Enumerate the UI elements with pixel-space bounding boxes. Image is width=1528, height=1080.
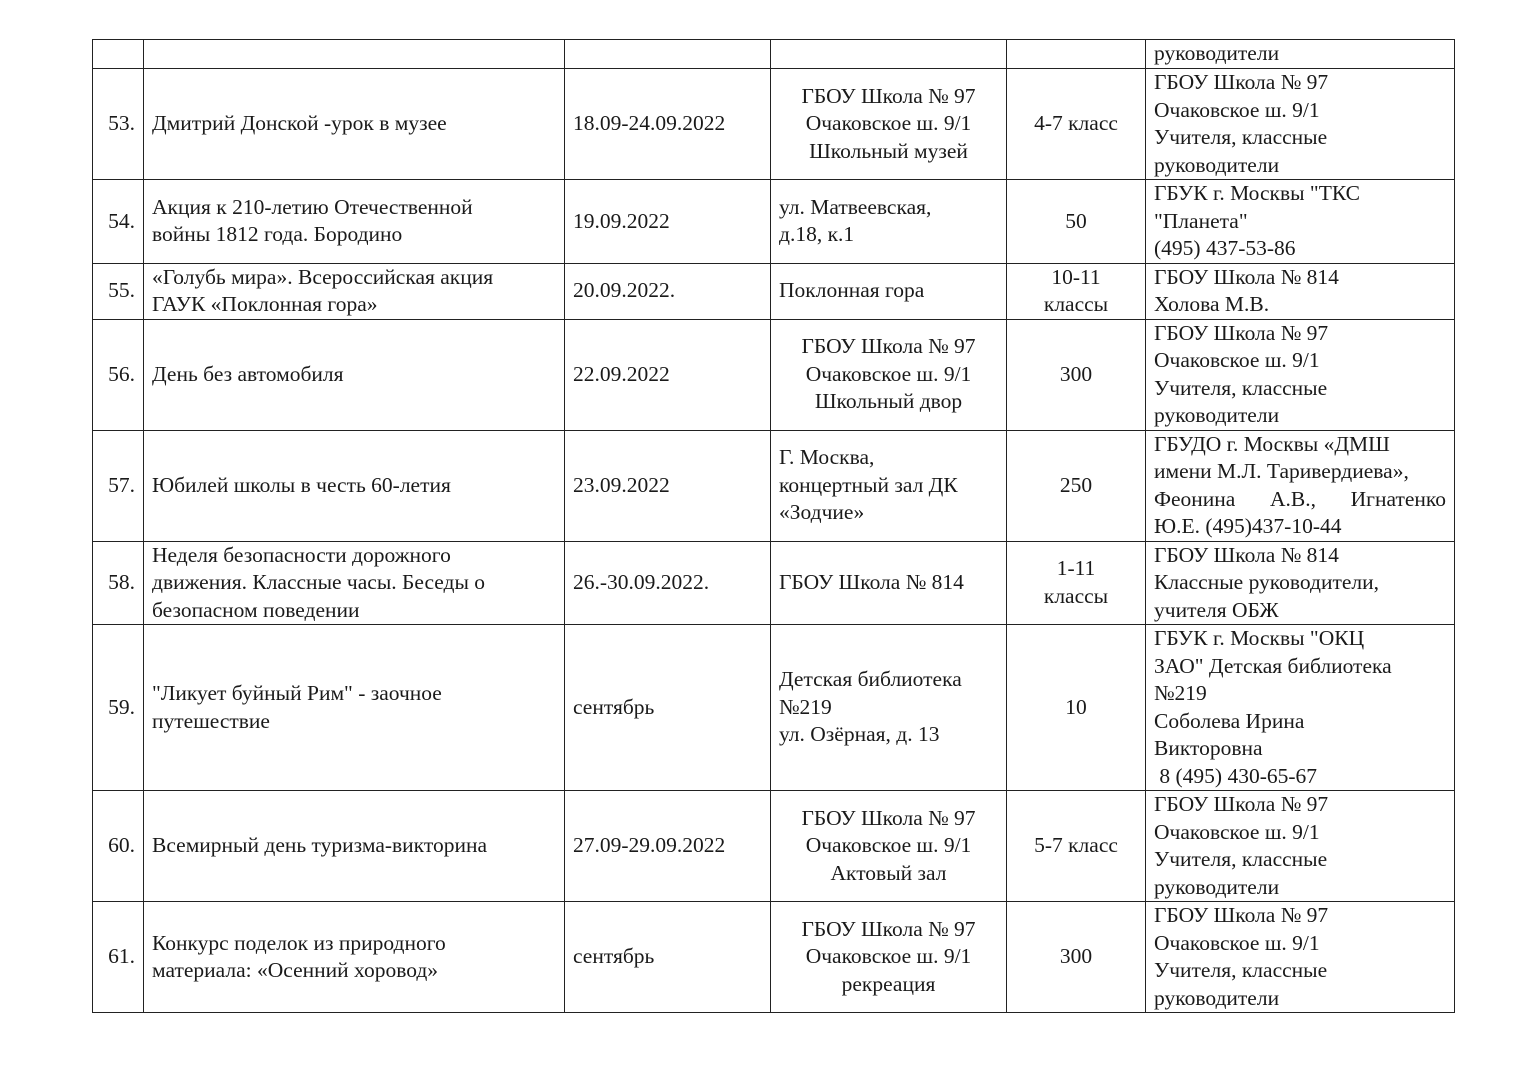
event-responsible: ГБОУ Школа № 97 Очаковское ш. 9/1 Учителя, классные руководители [1146, 791, 1455, 902]
event-date: сентябрь [565, 625, 771, 791]
event-place: ГБОУ Школа № 814 [771, 541, 1007, 625]
event-participants: 4-7 класс [1007, 69, 1146, 180]
event-participants: 10 [1007, 625, 1146, 791]
event-responsible: ГБУК г. Москвы "ТКС "Планета" (495) 437-53-86 [1146, 180, 1455, 264]
table-row [93, 625, 1455, 791]
row-number: 56. [93, 319, 144, 430]
row-number: 60. [93, 791, 144, 902]
event-date: 20.09.2022. [565, 263, 771, 319]
num-cell [93, 40, 144, 69]
event-responsible: ГБОУ Школа № 814 Классные руководители, учителя ОБЖ [1146, 541, 1455, 625]
event-name: Акция к 210-летию Отечественной войны 1812 года. Бородино [144, 180, 565, 264]
row-number: 61. [93, 902, 144, 1013]
table-row [93, 430, 1455, 541]
event-date: 23.09.2022 [565, 430, 771, 541]
event-place: ГБОУ Школа № 97 Очаковское ш. 9/1 Школьный музей [771, 69, 1007, 180]
table-row [93, 69, 1455, 180]
event-participants: 250 [1007, 430, 1146, 541]
event-responsible: ГБОУ Школа № 814 Холова М.В. [1146, 263, 1455, 319]
event-name: «Голубь мира». Всероссийская акция ГАУК «Поклонная гора» [144, 263, 565, 319]
name-cell [144, 40, 565, 69]
event-participants: 10-11 классы [1007, 263, 1146, 319]
event-responsible: ГБОУ Школа № 97 Очаковское ш. 9/1 Учителя, классные руководители [1146, 319, 1455, 430]
table-row [93, 263, 1455, 319]
date-cell [565, 40, 771, 69]
row-number: 55. [93, 263, 144, 319]
table-row [93, 180, 1455, 264]
event-name: "Ликует буйный Рим" - заочное путешествие [144, 625, 565, 791]
event-date: 19.09.2022 [565, 180, 771, 264]
event-date: 26.-30.09.2022. [565, 541, 771, 625]
event-responsible: ГБОУ Школа № 97 Очаковское ш. 9/1 Учителя, классные руководители [1146, 902, 1455, 1013]
table-row [93, 40, 1455, 69]
event-responsible: ГБУДО г. Москвы «ДМШ имени М.Л. Таривердиева», Феонина А.В., Игнатенко Ю.Е. (495)437-10-44 [1146, 430, 1455, 541]
event-name: Всемирный день туризма-викторина [144, 791, 565, 902]
event-place: ГБОУ Школа № 97 Очаковское ш. 9/1 Школьный двор [771, 319, 1007, 430]
participants-cell [1007, 40, 1146, 69]
table-row [93, 902, 1455, 1013]
row-number: 58. [93, 541, 144, 625]
place-cell [771, 40, 1007, 69]
event-participants: 5-7 класс [1007, 791, 1146, 902]
event-date: 22.09.2022 [565, 319, 771, 430]
event-place: ул. Матвеевская, д.18, к.1 [771, 180, 1007, 264]
events-table [92, 39, 1455, 1013]
event-place: ГБОУ Школа № 97 Очаковское ш. 9/1 Актовый зал [771, 791, 1007, 902]
event-date: 18.09-24.09.2022 [565, 69, 771, 180]
event-participants: 50 [1007, 180, 1146, 264]
event-date: сентябрь [565, 902, 771, 1013]
row-number: 59. [93, 625, 144, 791]
row-number: 57. [93, 430, 144, 541]
event-place: Поклонная гора [771, 263, 1007, 319]
event-place: ГБОУ Школа № 97 Очаковское ш. 9/1 рекреация [771, 902, 1007, 1013]
table-row [93, 791, 1455, 902]
responsible-cell: руководители [1146, 40, 1455, 69]
event-responsible: ГБУК г. Москвы "ОКЦ ЗАО" Детская библиотека №219 Соболева Ирина Викторовна 8 (495) 430-65-67 [1146, 625, 1455, 791]
event-participants: 1-11 классы [1007, 541, 1146, 625]
event-responsible: ГБОУ Школа № 97 Очаковское ш. 9/1 Учителя, классные руководители [1146, 69, 1455, 180]
event-date: 27.09-29.09.2022 [565, 791, 771, 902]
event-name: Дмитрий Донской -урок в музее [144, 69, 565, 180]
event-name: Конкурс поделок из природного материала: «Осенний хоровод» [144, 902, 565, 1013]
event-name: Неделя безопасности дорожного движения. Классные часы. Беседы о безопасном поведении [144, 541, 565, 625]
event-name: День без автомобиля [144, 319, 565, 430]
event-place: Г. Москва, концертный зал ДК «Зодчие» [771, 430, 1007, 541]
row-number: 54. [93, 180, 144, 264]
table-row [93, 319, 1455, 430]
row-number: 53. [93, 69, 144, 180]
event-participants: 300 [1007, 902, 1146, 1013]
event-name: Юбилей школы в честь 60-летия [144, 430, 565, 541]
event-place: Детская библиотека №219 ул. Озёрная, д. 13 [771, 625, 1007, 791]
table-row [93, 541, 1455, 625]
event-participants: 300 [1007, 319, 1146, 430]
